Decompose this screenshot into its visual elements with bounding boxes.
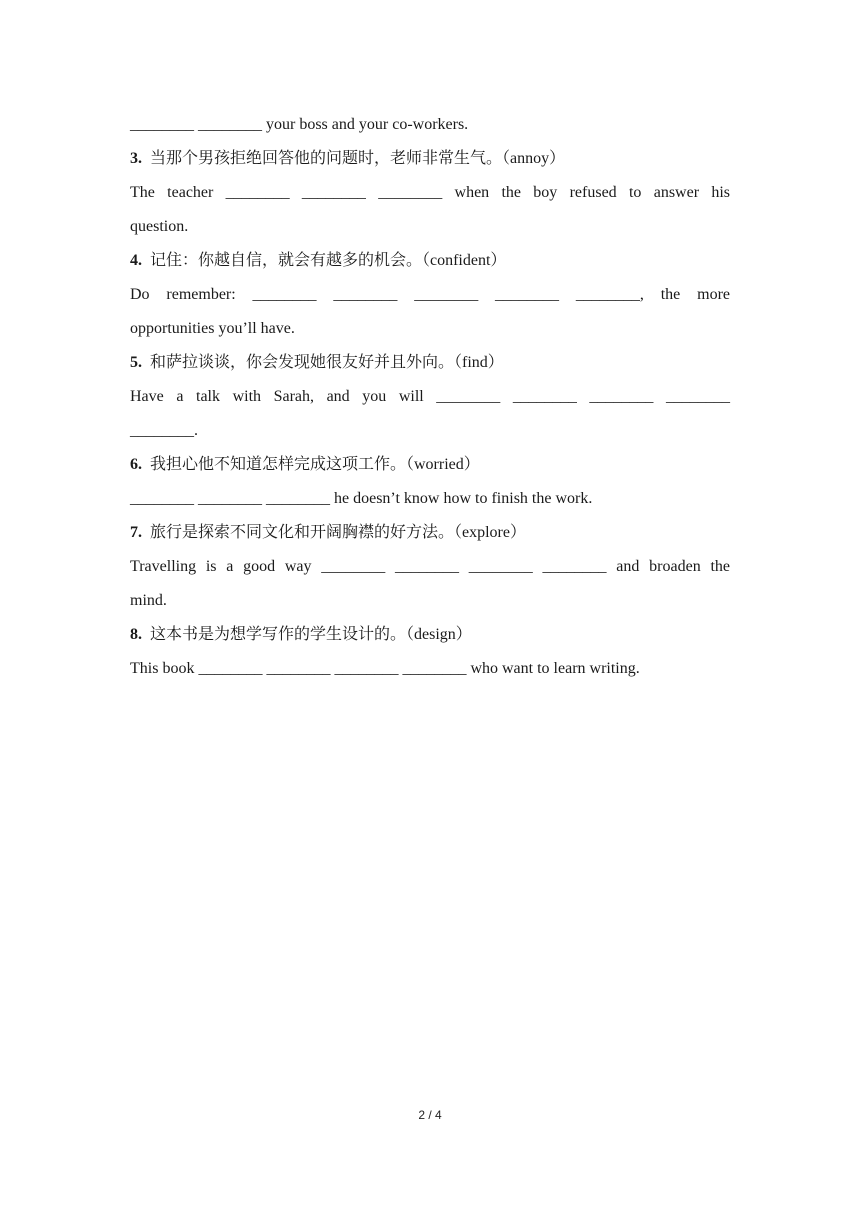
question-prompt: 这本书是为想学写作的学生设计的。（design） xyxy=(150,626,472,643)
question-prompt: 当那个男孩拒绝回答他的问题时，老师非常生气。（annoy） xyxy=(150,150,566,167)
question-prompt: 和萨拉谈谈，你会发现她很友好并且外向。（find） xyxy=(150,354,504,371)
question-6 xyxy=(130,448,730,482)
question-number: 3. xyxy=(130,150,142,167)
answer-line: Travelling is a good way ________ ________ ________ ________ and broaden the xyxy=(130,558,730,575)
question-number: 5. xyxy=(130,354,142,371)
answer-line: Do remember: ________ ________ ________ ________ ________, the more xyxy=(130,286,730,303)
question-4 xyxy=(130,244,730,278)
answer-line: ________ ________ your boss and your co-workers. xyxy=(130,116,469,133)
answer-line: mind. xyxy=(130,592,167,609)
question-prompt: 旅行是探索不同文化和开阔胸襟的好方法。（explore） xyxy=(150,524,526,541)
answer-line: The teacher ________ ________ ________ when the boy refused to answer his xyxy=(130,184,730,201)
question-number: 6. xyxy=(130,456,142,473)
question-number: 4. xyxy=(130,252,142,269)
question-prompt: 记住：你越自信，就会有越多的机会。（confident） xyxy=(150,252,507,269)
question-number: 8. xyxy=(130,626,142,643)
question-7 xyxy=(130,516,730,550)
answer-line: ________ ________ ________ he doesn’t know how to finish the work. xyxy=(130,490,593,507)
answer-line: ________. xyxy=(130,422,198,439)
worksheet-content xyxy=(130,108,730,686)
answer-line: opportunities you’ll have. xyxy=(130,320,295,337)
question-prompt: 我担心他不知道怎样完成这项工作。（worried） xyxy=(150,456,480,473)
answer-line: question. xyxy=(130,218,189,235)
question-number: 7. xyxy=(130,524,142,541)
answer-line: This book ________ ________ ________ ________ who want to learn writing. xyxy=(130,660,640,677)
question-8 xyxy=(130,618,730,652)
question-5 xyxy=(130,346,730,380)
page-number: 2 / 4 xyxy=(418,1108,442,1122)
answer-line: Have a talk with Sarah, and you will ________ ________ ________ ________ xyxy=(130,388,730,405)
question-3 xyxy=(130,142,730,176)
